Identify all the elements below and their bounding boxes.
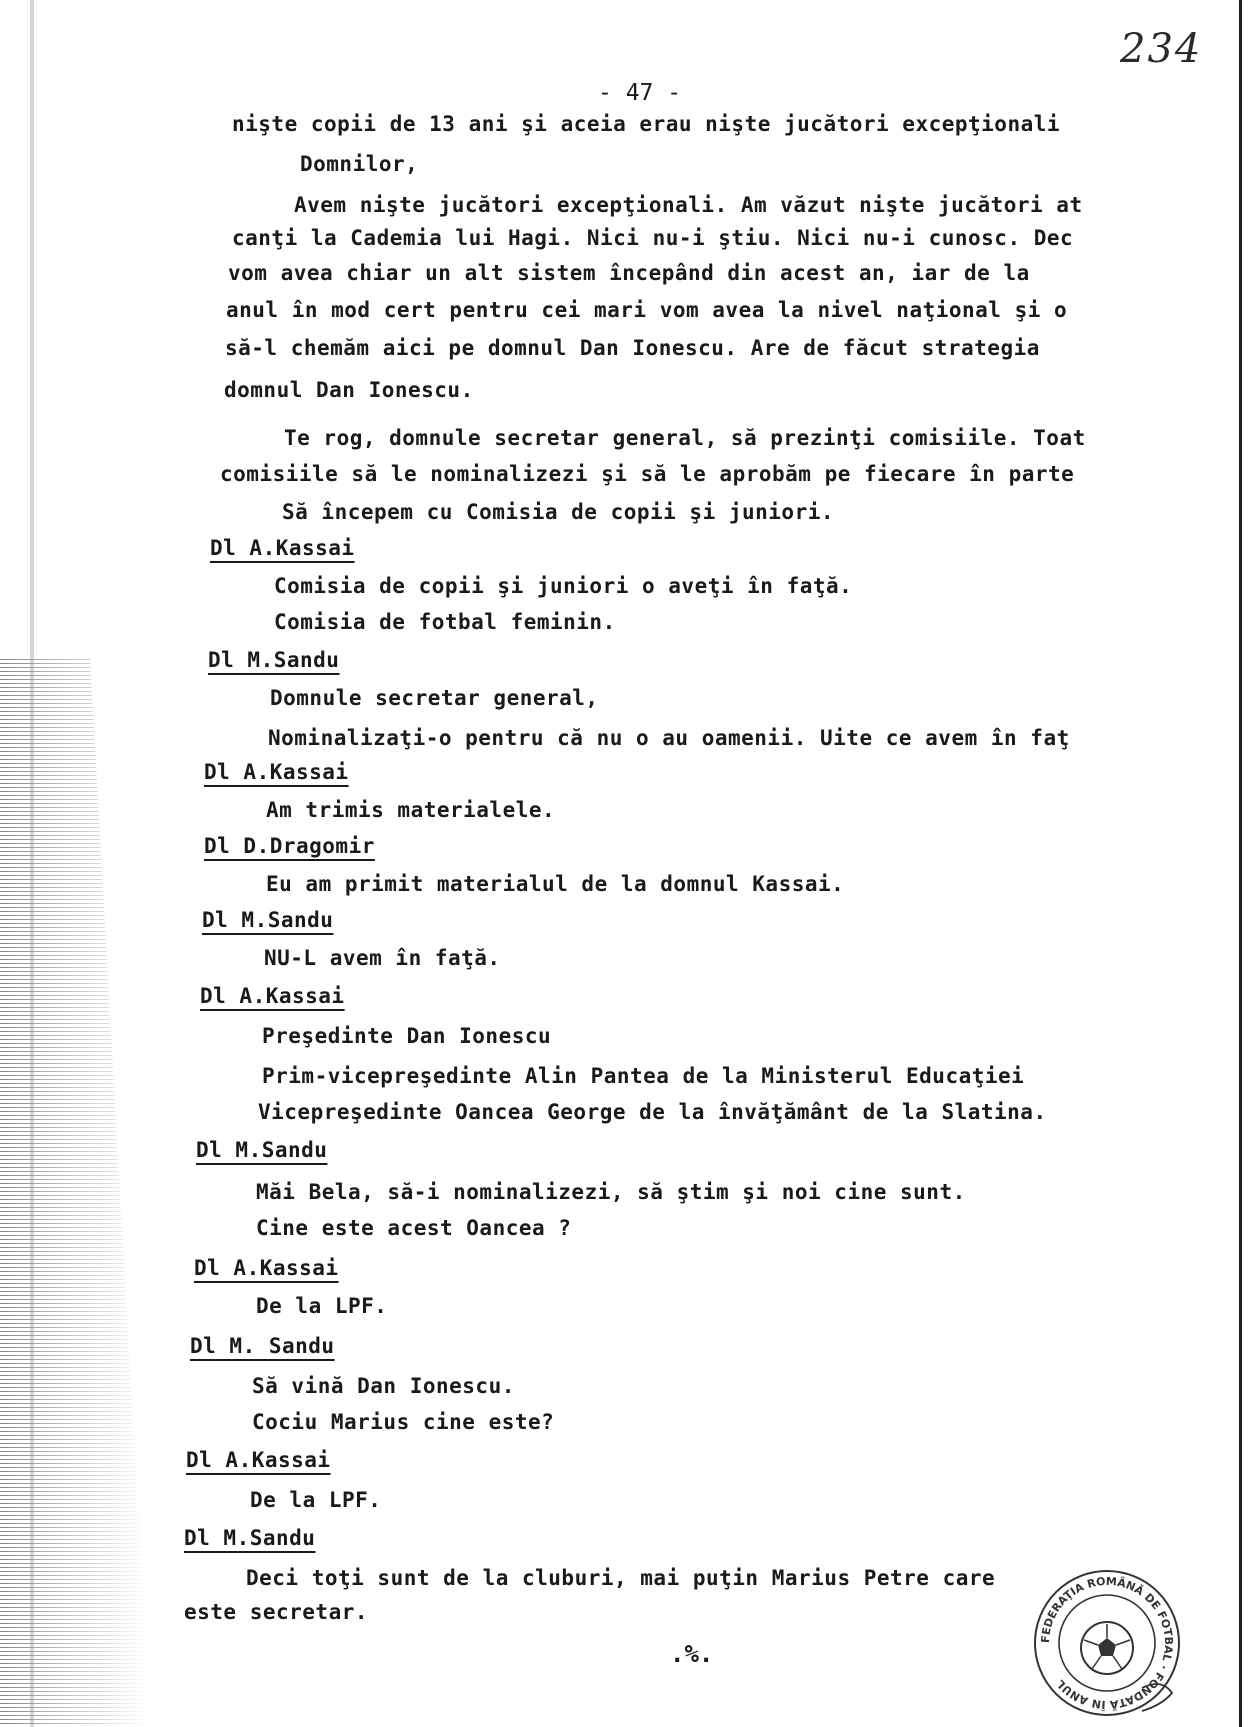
speaker-name: Dl A.Kassai [210,536,355,560]
text-line: să-l chemăm aici pe domnul Dan Ionescu. Are de făcut strategia [225,336,1040,360]
text-line: De la LPF. [256,1294,388,1318]
speaker-name: Dl A.Kassai [200,984,345,1008]
text-line: Vicepreşedinte Oancea George de la învăţământ de la Slatina. [258,1100,1047,1124]
text-line: Domnule secretar general, [270,686,599,710]
speaker-name: Dl M.Sandu [208,648,340,672]
text-line: Măi Bela, să-i nominalizezi, să ştim şi noi cine sunt. [256,1180,966,1204]
text-line: domnul Dan Ionescu. [224,378,474,402]
text-line: Să începem cu Comisia de copii şi juniori. [282,500,835,524]
text-line: Am trimis materialele. [266,798,556,822]
text-line: Prim-vicepreşedinte Alin Pantea de la Ministerul Educaţiei [262,1064,1025,1088]
text-line: De la LPF. [250,1488,382,1512]
svg-text:FEDERAŢIA ROMÂNĂ DE FOTBAL · F: FEDERAŢIA ROMÂNĂ DE FOTBAL · FONDATĂ ÎN ANUL [1038,1574,1176,1712]
text-line: Comisia de fotbal feminin. [274,610,616,634]
text-line: Eu am primit materialul de la domnul Kassai. [266,872,845,896]
text-line: Te rog, domnule secretar general, să prezinţi comisiile. Toat [284,426,1086,450]
speaker-name: Dl M.Sandu [184,1526,316,1550]
speaker-name: Dl A.Kassai [194,1256,339,1280]
end-mark: .%. [670,1640,714,1668]
text-line: vom avea chiar un alt sistem începând din acest an, iar de la [228,261,1030,285]
text-line: nişte copii de 13 ani şi aceia erau nişte jucători excepţionali [232,112,1061,136]
federation-stamp [1032,1568,1182,1718]
text-line: Nominalizaţi-o pentru că nu o au oamenii. Uite ce avem în faţ [268,726,1070,750]
speaker-name: Dl D.Dragomir [204,834,375,858]
text-line: NU-L avem în faţă. [264,946,501,970]
speaker-name: Dl M.Sandu [202,908,334,932]
text-line: canţi la Cademia lui Hagi. Nici nu-i ştiu. Nici nu-i cunosc. Dec [232,226,1074,250]
football-icon [1081,1622,1133,1674]
text-line: Deci toţi sunt de la cluburi, mai puţin Marius Petre care [246,1566,996,1590]
text-line: Să vină Dan Ionescu. [252,1374,515,1398]
text-line: Avem nişte jucători excepţionali. Am văzut nişte jucători at [294,193,1083,217]
speaker-name: Dl A.Kassai [186,1448,331,1472]
text-line: Cociu Marius cine este? [252,1410,555,1434]
speaker-name: Dl A.Kassai [204,760,349,784]
scan-edge-right [1239,0,1242,1727]
page-number: - 47 - [598,80,682,106]
text-line: este secretar. [184,1600,369,1624]
handwritten-page-annotation: 234 [1120,26,1203,72]
text-line: Comisia de copii şi juniori o aveţi în faţă. [274,574,853,598]
text-line: anul în mod cert pentru cei mari vom avea la nivel naţional şi o [226,298,1068,322]
text-line: Cine este acest Oancea ? [256,1216,572,1240]
speaker-name: Dl M. Sandu [190,1334,335,1358]
scan-edge-shadow [0,0,150,1727]
scan-edge-line [30,0,34,1727]
text-line: Preşedinte Dan Ionescu [262,1024,552,1048]
text-line: comisiile să le nominalizezi şi să le aprobăm pe fiecare în parte [220,462,1075,486]
text-line: Domnilor, [300,152,419,176]
speaker-name: Dl M.Sandu [196,1138,328,1162]
